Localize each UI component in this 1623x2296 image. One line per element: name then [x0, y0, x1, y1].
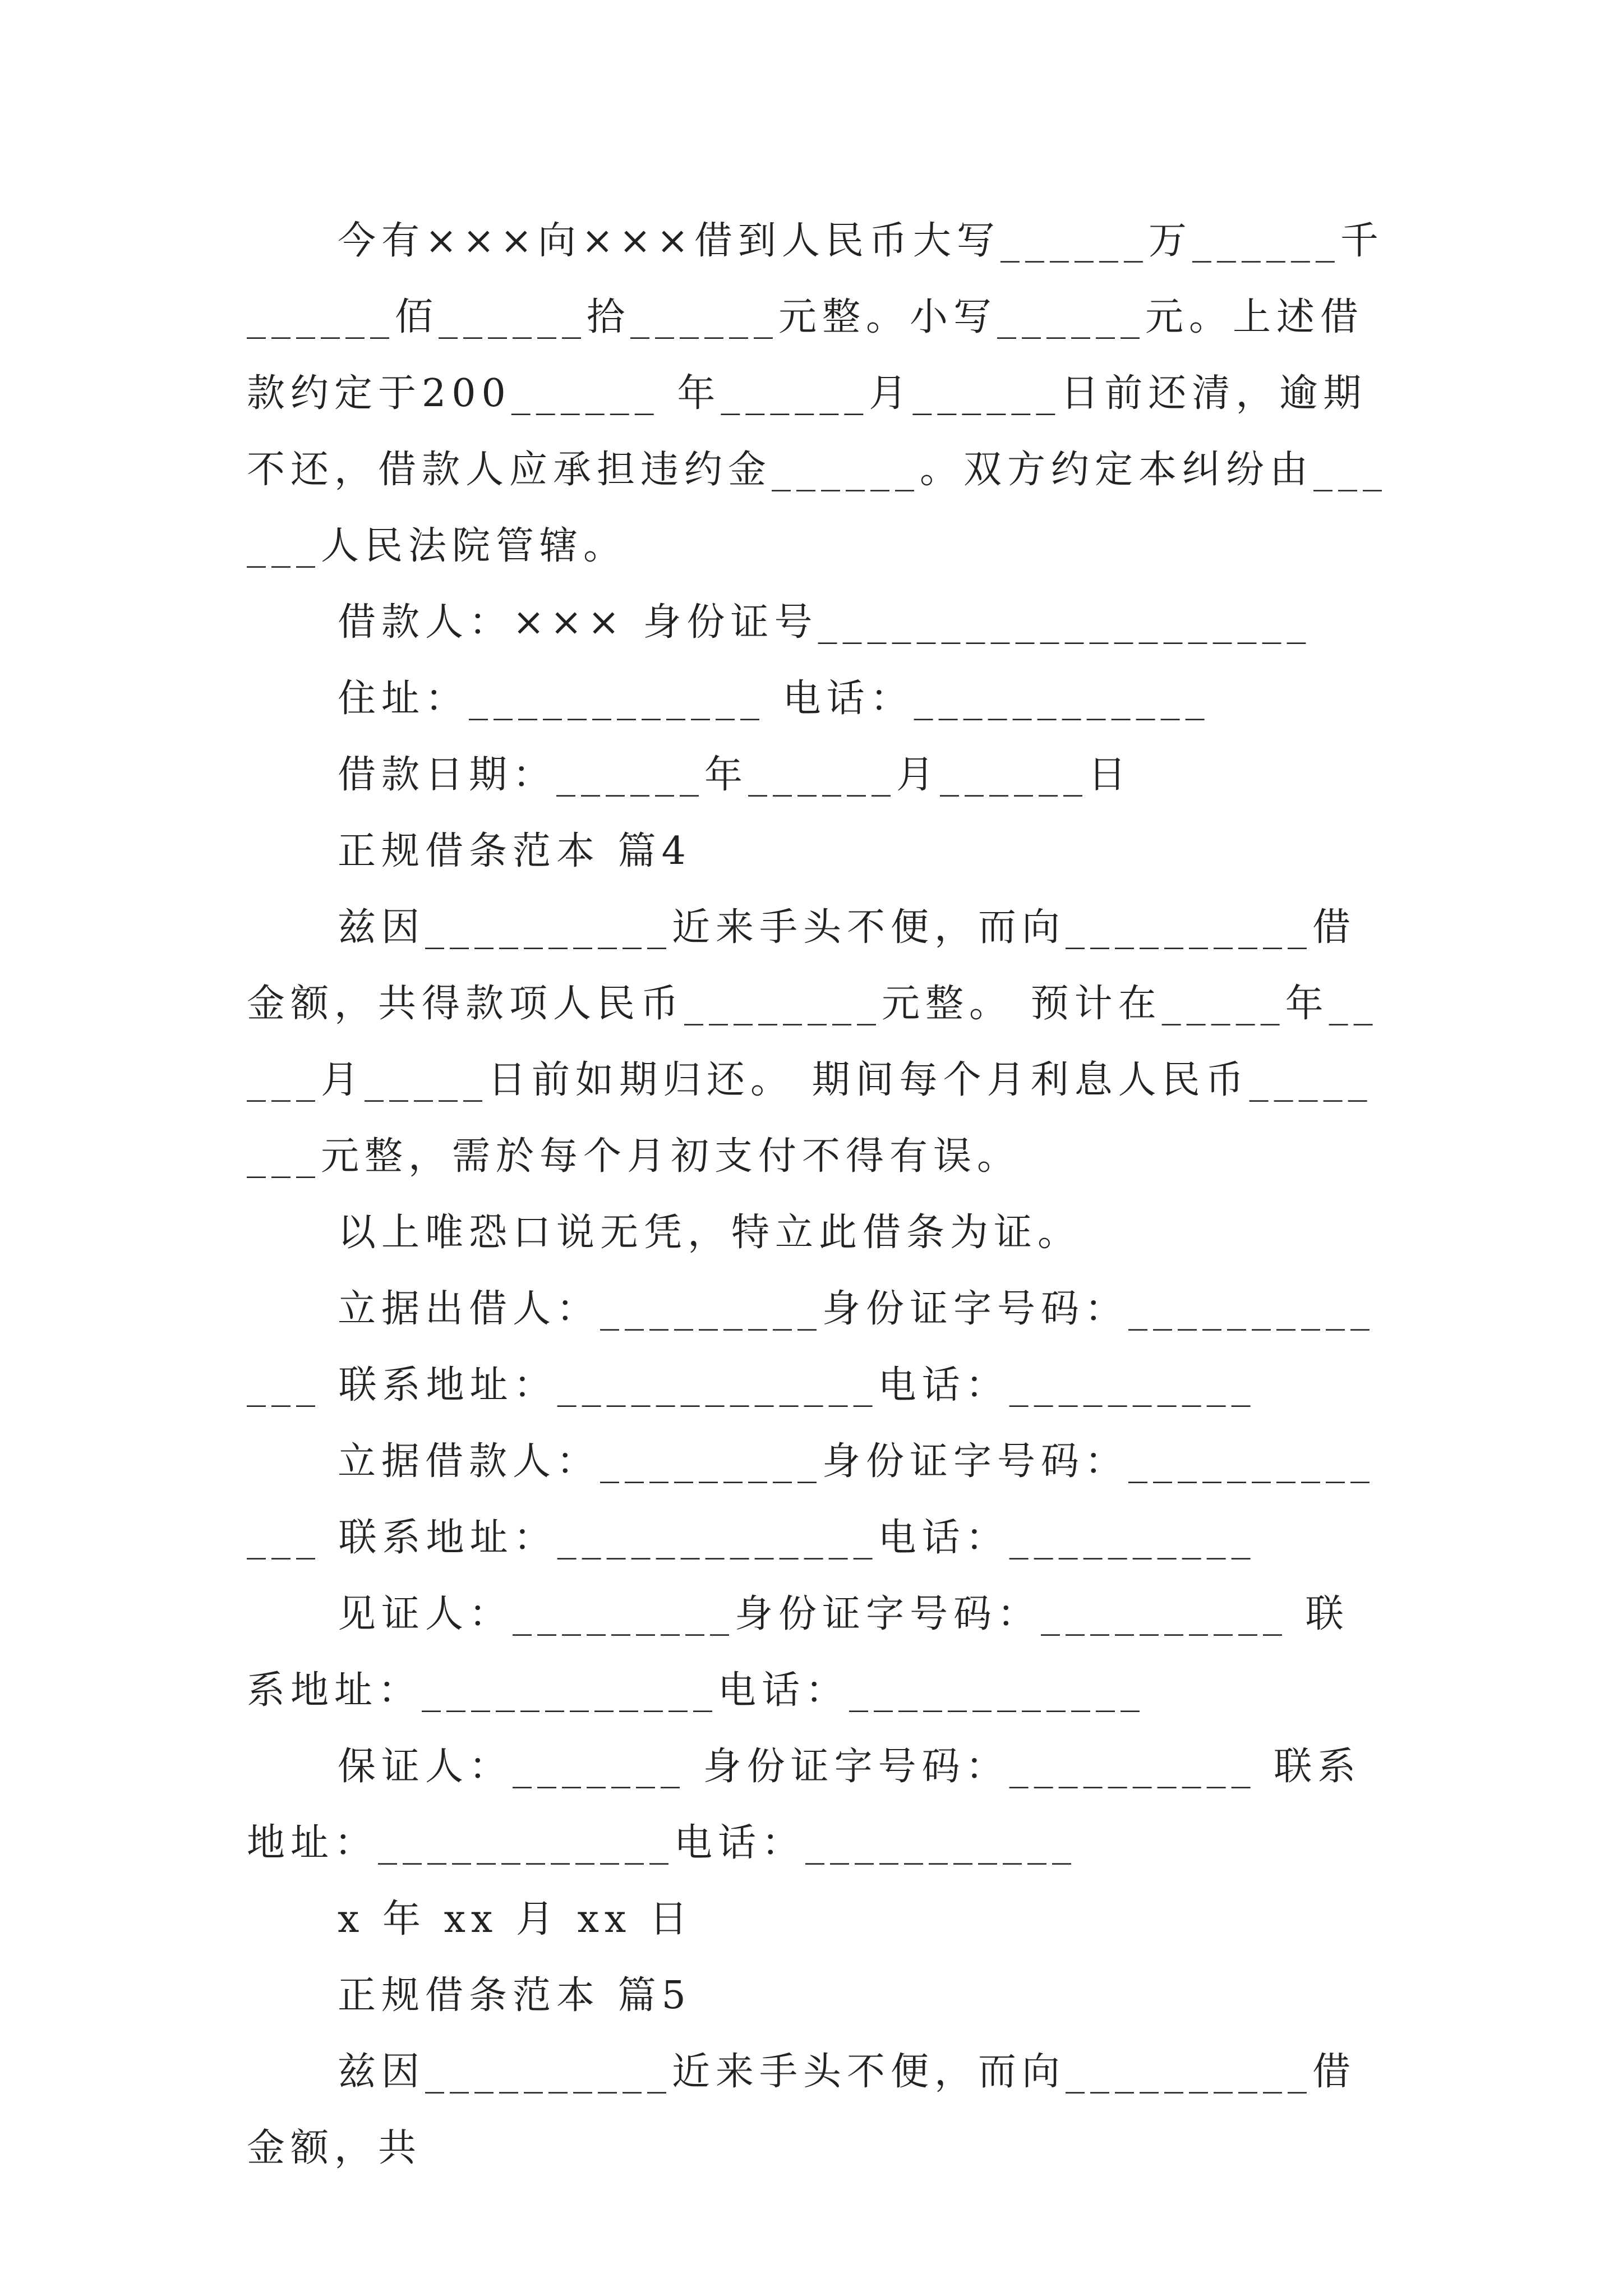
section-heading-5: 正规借条范本 篇5: [338, 1973, 691, 2018]
paragraph-loan-terms: 今有×××向×××借到人民币大写______万______千______佰______拾______元整。小写______元。上述借款约定于200______ 年______月______日前还清，逾期不还，借款人应承担违约金______。双方约定本纠纷由______人民法院管辖。: [247, 219, 1388, 568]
paragraph-loan-date: 借款日期：______年______月______日: [338, 753, 1132, 797]
paragraph-borrower-id: 借款人：××× 身份证号____________________: [338, 600, 1312, 645]
paragraph-proof-statement: 以上唯恐口说无凭，特立此借条为证。: [338, 1211, 1082, 1255]
section-heading-4: 正规借条范本 篇4: [338, 829, 691, 873]
paragraph-date: x 年 xx 月 xx 日: [338, 1897, 693, 1941]
paragraph-address-phone: 住址：____________ 电话：____________: [338, 677, 1210, 721]
paragraph-section4-terms: 兹因__________近来手头不便，而向__________借金额，共得款项人民币________元整。 预计在_____年_____月_____日前如期归还。 期间每个月利息人民币________元整，需於每个月初支付不得有误。: [247, 905, 1378, 1179]
paragraph-borrower: 立据借款人：_________身份证字号码：_____________ 联系地址：_____________电话：__________: [247, 1439, 1376, 1560]
paragraph-section5-terms: 兹因__________近来手头不便，而向__________借金额，共: [247, 2050, 1357, 2170]
paragraph-lender: 立据出借人：_________身份证字号码：_____________ 联系地址：_____________电话：__________: [247, 1287, 1376, 1407]
paragraph-witness: 见证人：_________身份证字号码：__________ 联系地址：____________电话：____________: [247, 1592, 1349, 1713]
paragraph-guarantor: 保证人：_______ 身份证字号码：__________ 联系地址：____________电话：___________: [247, 1745, 1362, 1865]
